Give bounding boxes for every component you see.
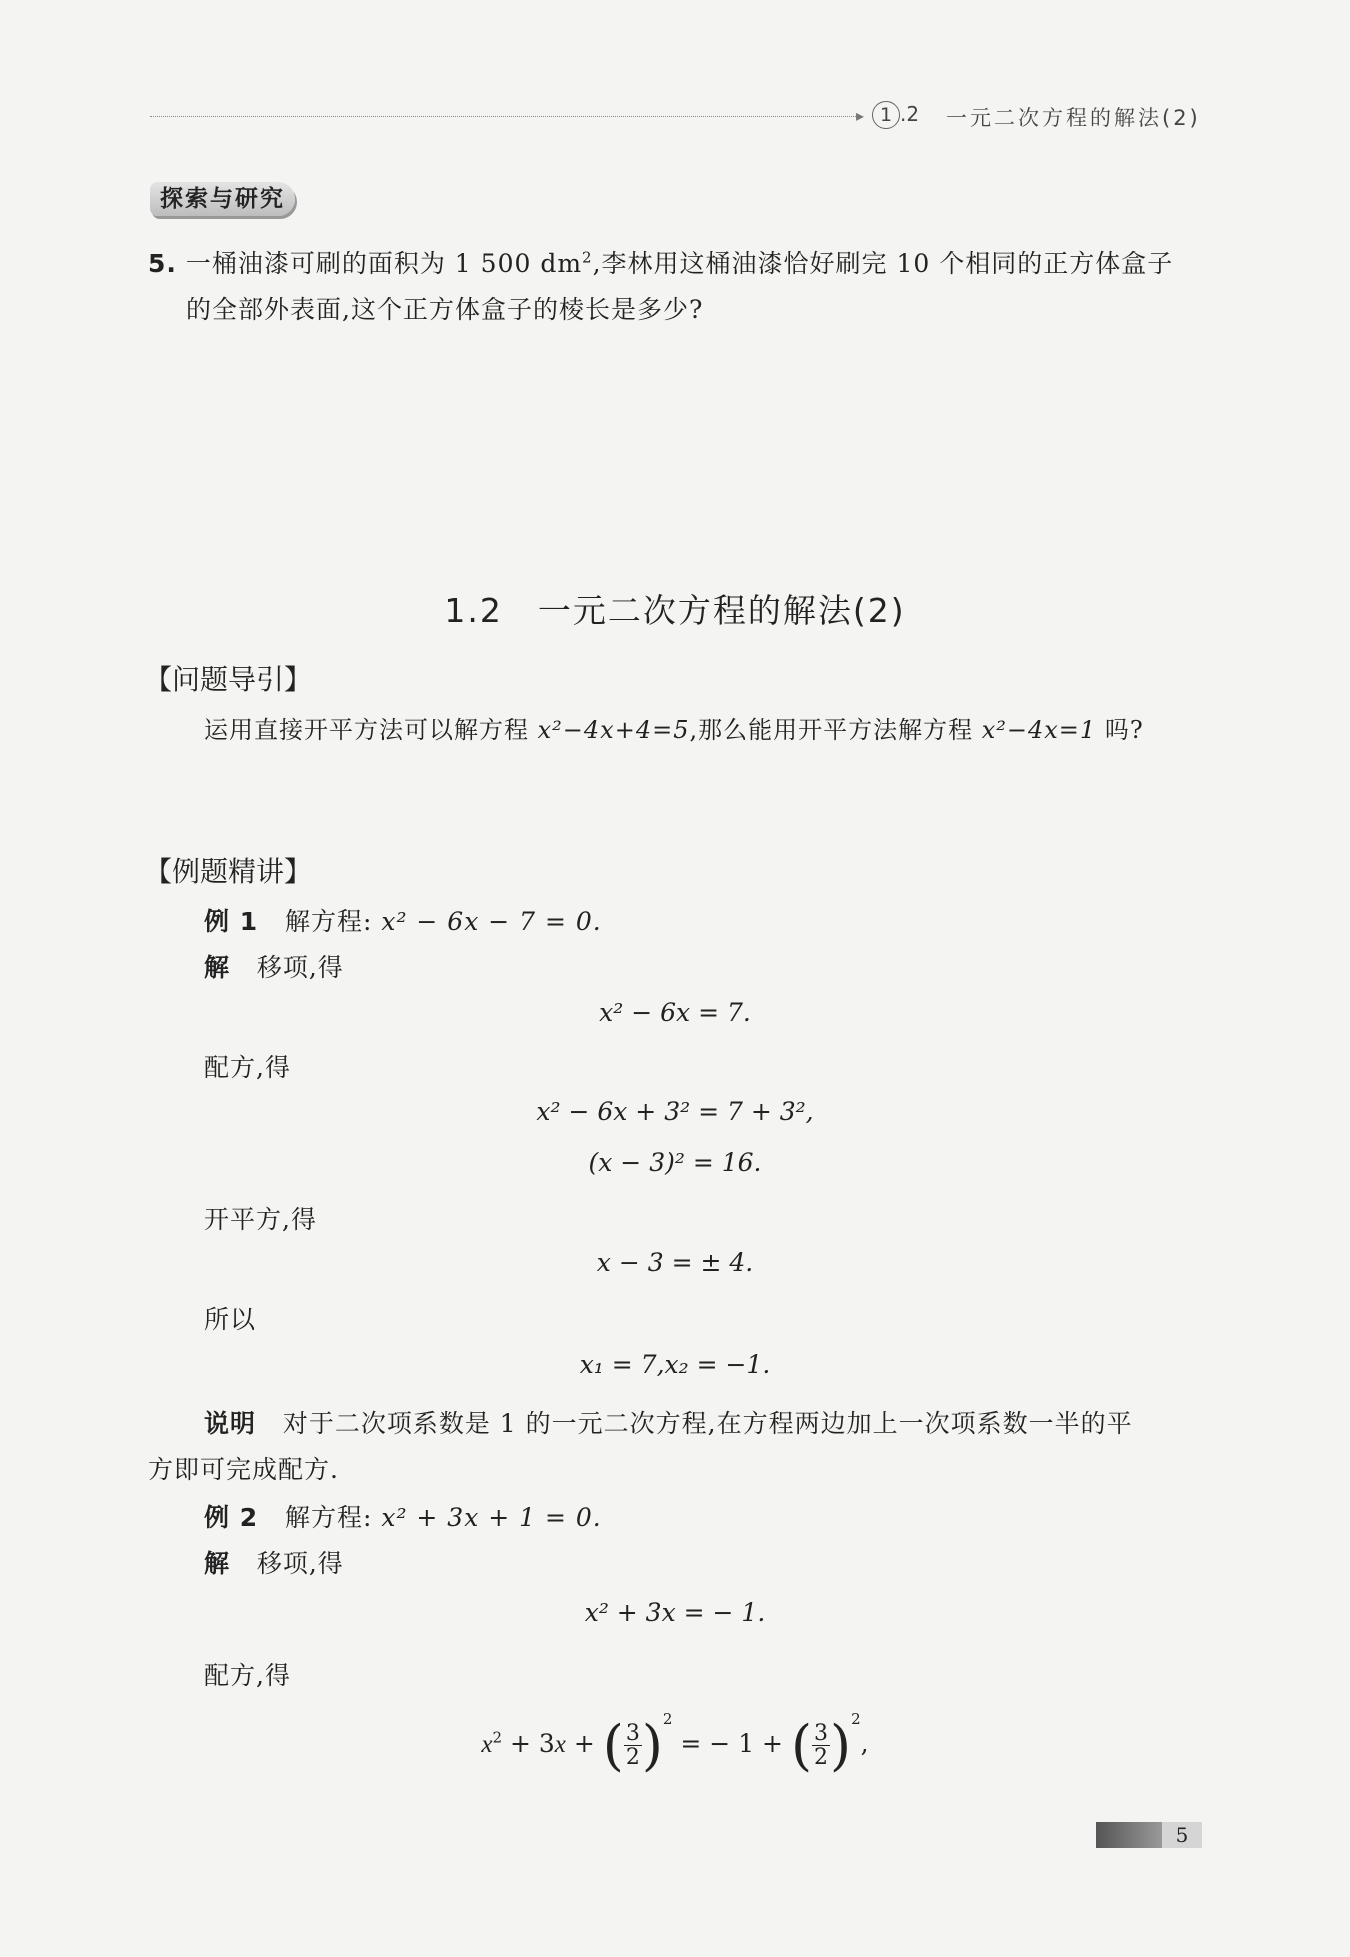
example-1-prompt: 解方程: — [284, 907, 373, 936]
guide-text-b: ,那么能用开平方法解方程 — [689, 716, 982, 744]
example-2-heading — [204, 1498, 602, 1534]
circle-digit: 1 — [872, 101, 900, 129]
example-1-equation: x² − 6x − 7 = 0. — [381, 907, 602, 936]
equation-line: x² − 6x + 3² = 7 + 3², — [536, 1097, 814, 1126]
guide-text-a: 运用直接开平方法可以解方程 — [204, 716, 538, 744]
solve-label: 解 — [204, 953, 231, 982]
fraction: $\frac{3}{2}$ — [814, 1720, 829, 1770]
note-line-2: 方即可完成配方. — [148, 1455, 339, 1484]
problem-number: 5. — [148, 249, 177, 278]
explore-badge: 探索与研究 — [150, 182, 295, 216]
page-number: 5 — [1162, 1822, 1202, 1848]
equation-line: x² + 3x = − 1. — [584, 1598, 766, 1627]
step-text: 移项,得 — [256, 1549, 344, 1578]
fraction: $\frac{3}{2}$ — [625, 1720, 640, 1770]
header-section-number: .2 — [900, 102, 920, 126]
problem-5-line-2: 的全部外表面,这个正方体盒子的棱长是多少? — [186, 295, 704, 324]
step-text: 配方,得 — [204, 1053, 291, 1082]
note-text: 对于二次项系数是 1 的一元二次方程,在方程两边加上一次项系数一半的平 — [282, 1409, 1133, 1438]
equation-line: (x − 3)² = 16. — [588, 1148, 762, 1177]
problem-text-a: 一桶油漆可刷的面积为 1 500 dm — [185, 249, 583, 278]
completed-square-equation: $x^2 + 3x$ + ( $\frac{3}{2}$ )$^2$ = − 1 + ( $\frac{3}{2}$ )$^2$, — [481, 1710, 869, 1777]
example-1-solve — [204, 948, 344, 984]
example-2-label: 例 2 — [204, 1503, 259, 1532]
arrow-icon: ▸ — [856, 106, 865, 125]
example-2-equation: x² + 3x + 1 = 0. — [381, 1503, 602, 1532]
step-text: 移项,得 — [256, 953, 344, 982]
step-text: 开平方,得 — [204, 1205, 317, 1234]
example-2-prompt: 解方程: — [284, 1503, 373, 1532]
guide-text — [204, 710, 1144, 745]
example-2-solve — [204, 1544, 344, 1580]
equation-line: x₁ = 7,x₂ = −1. — [579, 1350, 771, 1379]
problem-text-b: ,李林用这桶油漆恰好刷完 10 个相同的正方体盒子 — [592, 249, 1174, 278]
example-1-label: 例 1 — [204, 907, 259, 936]
solve-label: 解 — [204, 1549, 231, 1578]
step-text: 配方,得 — [204, 1661, 291, 1690]
note-label: 说明 — [204, 1409, 257, 1438]
example-1-heading — [204, 902, 602, 938]
section-title: 1.2 一元二次方程的解法(2) — [444, 591, 906, 630]
equation-line: x − 3 = ± 4. — [596, 1248, 754, 1277]
note-line-1 — [204, 1404, 1133, 1440]
guide-equation-a: x²−4x+4=5 — [537, 716, 690, 744]
guide-text-c: 吗? — [1096, 716, 1144, 744]
header-title: 一元二次方程的解法(2) — [946, 106, 1201, 130]
step-text: 所以 — [204, 1305, 257, 1334]
guide-label: 【问题导引】 — [144, 663, 313, 696]
guide-equation-b: x²−4x=1 — [981, 716, 1097, 744]
problem-5-line-1: 5. 一桶油漆可刷的面积为 1 500 $dm^2$,李林用这桶油漆恰好刷完 10 个相同的正方体盒子 — [148, 248, 1174, 278]
header-dotted-rule — [150, 116, 862, 117]
examples-label: 【例题精讲】 — [144, 855, 313, 888]
equation-line: x² − 6x = 7. — [599, 998, 751, 1027]
page-number-bar — [1096, 1822, 1162, 1848]
